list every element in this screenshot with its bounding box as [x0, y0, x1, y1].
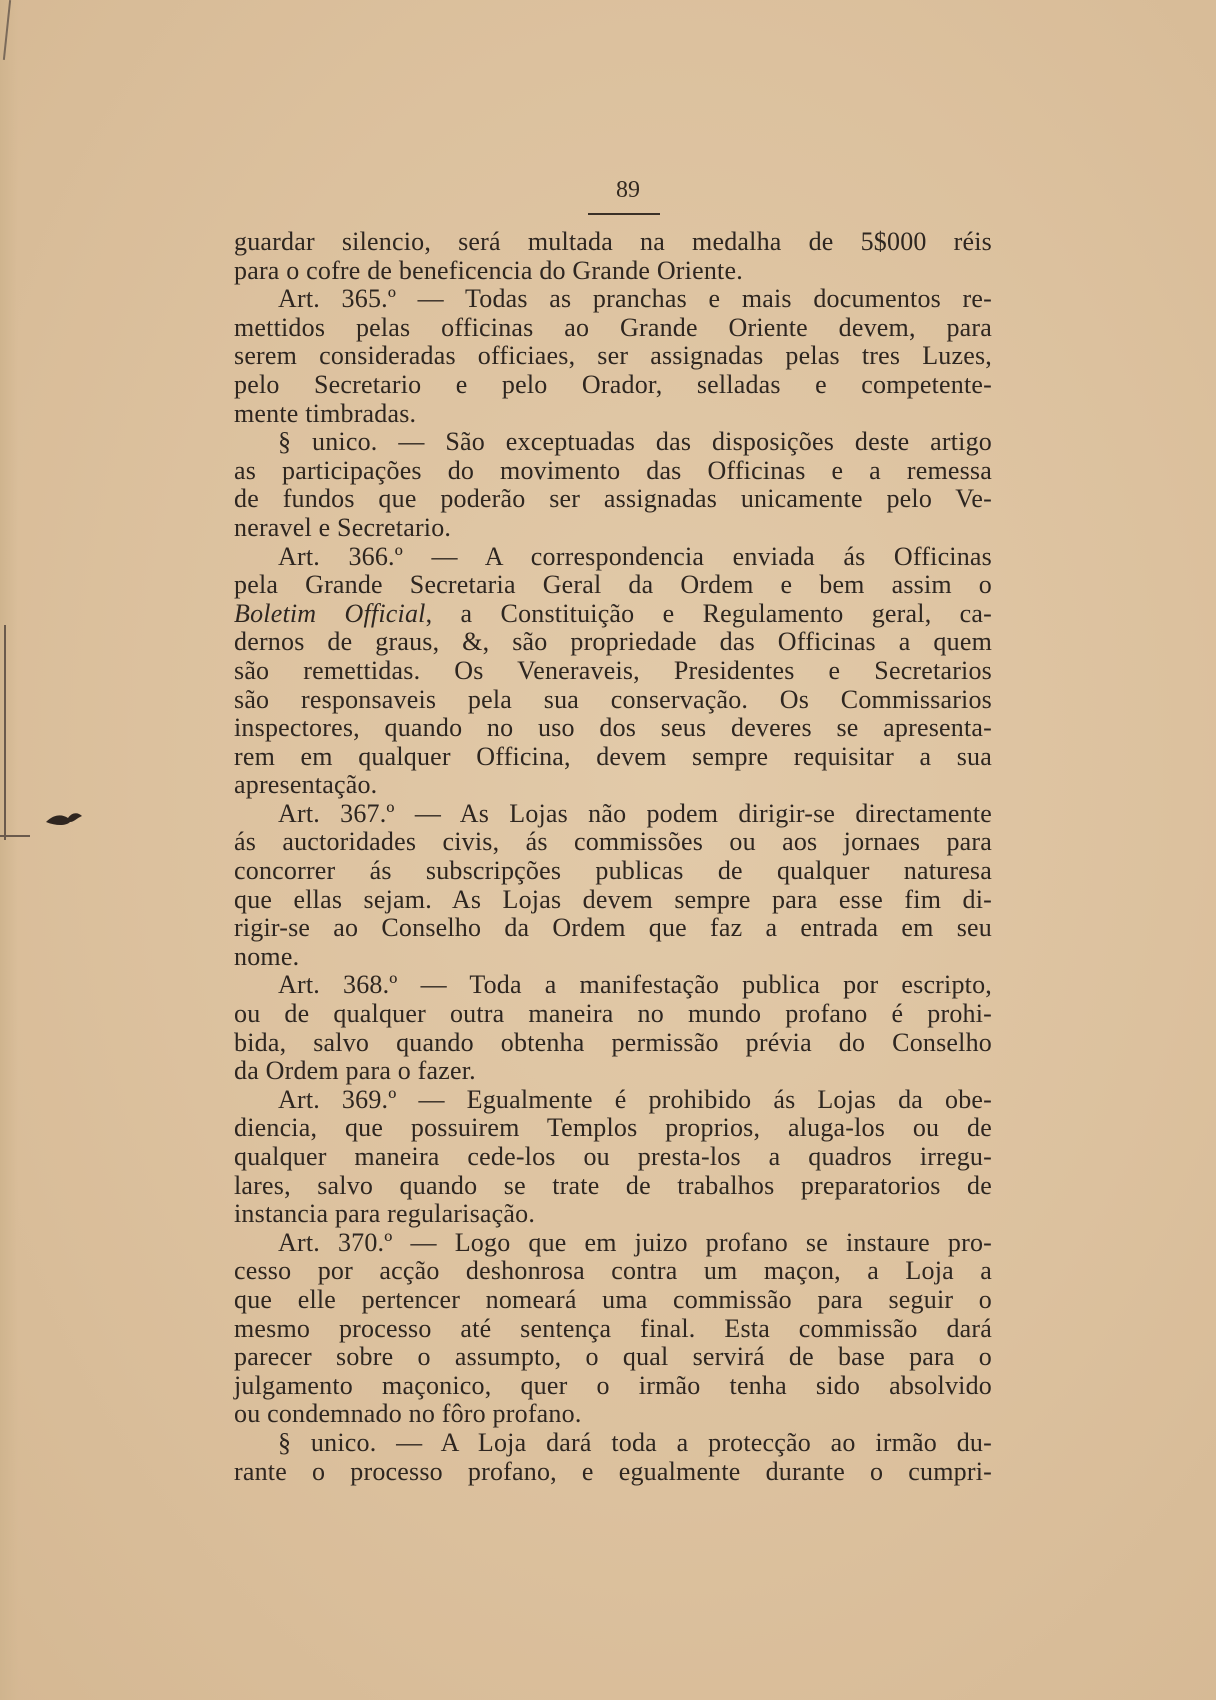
text-line: Art. 365.º — Todas as pranchas e mais documentos re- [278, 284, 992, 314]
text-line: bida, salvo quando obtenha permissão prévia do Conselho [234, 1027, 992, 1057]
text-line: concorrer ás subscripções publicas de qualquer naturesa [234, 856, 992, 886]
text-line: serem consideradas officiaes, ser assignadas pelas tres Luzes, [234, 341, 992, 371]
page-binding-edge [0, 0, 18, 1700]
text-line: § unico. — São exceptuadas das disposições deste artigo [278, 427, 992, 457]
binding-tick [0, 835, 30, 837]
binding-line [4, 625, 6, 840]
text-line: rem em qualquer Officina, devem sempre requisitar a sua [234, 741, 992, 771]
text-line: cesso por acção deshonrosa contra um maçon, a Loja a [234, 1256, 992, 1286]
text-line-segment: , a Constituição e Regulamento geral, ca- [425, 598, 992, 628]
text-line: rante o processo profano, e egualmente durante o cumpri- [234, 1456, 992, 1486]
text-line: as participações do movimento das Officinas e a remessa [234, 455, 992, 485]
text-line: mente timbradas. [234, 398, 417, 428]
text-line: lares, salvo quando se trate de trabalhos preparatorios de [234, 1170, 992, 1200]
text-line: Art. 366.º — A correspondencia enviada ás Officinas [278, 541, 992, 571]
text-line: parecer sobre o assumpto, o qual servirá de base para o [234, 1342, 992, 1372]
text-line: pelo Secretario e pelo Orador, selladas e competente- [234, 369, 992, 399]
text-line: são remettidas. Os Veneraveis, Presidentes e Secretarios [234, 655, 992, 685]
text-line: ás auctoridades civis, ás commissões ou aos jornaes para [234, 827, 992, 857]
text-line: qualquer maneira cede-los ou presta-los a quadros irregu- [234, 1142, 992, 1171]
page-number: 89 [616, 177, 640, 203]
text-line: para o cofre de beneficencia do Grande Oriente. [234, 255, 743, 285]
text-line: Art. 367.º — As Lojas não podem dirigir-se directamente [278, 798, 992, 828]
text-line: dernos de graus, &, são propriedade das Officinas a quem [234, 627, 992, 657]
text-line: que elle pertencer nomeará uma commissão para seguir o [234, 1284, 992, 1314]
text-line: pela Grande Secretaria Geral da Ordem e bem assim o [234, 570, 992, 600]
text-line: guardar silencio, será multada na medalha de 5$000 réis [234, 227, 992, 256]
text-line: rigir-se ao Conselho da Ordem que faz a entrada em seu [234, 913, 992, 943]
text-line: de fundos que poderão ser assignadas unicamente pelo Ve- [234, 484, 992, 514]
text-line: julgamento maçonico, quer o irmão tenha sido absolvido [234, 1370, 992, 1400]
text-line: da Ordem para o fazer. [234, 1056, 476, 1086]
body-text [234, 228, 992, 1486]
text-line [234, 600, 992, 629]
text-line: ou de qualquer outra maneira no mundo profano é prohi- [234, 999, 992, 1029]
text-line: mesmo processo até sentença final. Esta commissão dará [234, 1313, 992, 1343]
text-line: inspectores, quando no uso dos seus deveres se apresenta- [234, 713, 992, 743]
text-line: ou condemnado no fôro profano. [234, 1399, 582, 1429]
text-line: instancia para regularisação. [234, 1199, 536, 1229]
text-line: § unico. — A Loja dará toda a protecção ao irmão du- [278, 1427, 992, 1457]
text-line: Art. 369.º — Egualmente é prohibido ás Lojas da obe- [278, 1084, 992, 1114]
text-line: neravel e Secretario. [234, 512, 452, 542]
text-line: são responsaveis pela sua conservação. Os Commissarios [234, 684, 992, 714]
italic-title: Boletim Official [234, 598, 426, 628]
text-line: que ellas sejam. As Lojas devem sempre para esse fim di- [234, 884, 992, 914]
text-line: Art. 370.º — Logo que em juizo profano se instaure pro- [278, 1227, 992, 1257]
text-line: mettidos pelas officinas ao Grande Oriente devem, para [234, 312, 992, 342]
page-number-rule [588, 213, 660, 215]
text-line: nome. [234, 941, 300, 971]
ink-ornament-icon [44, 808, 84, 830]
text-line: diencia, que possuirem Templos proprios, aluga-los ou de [234, 1113, 992, 1143]
text-line: apresentação. [234, 770, 378, 800]
text-line: Art. 368.º — Toda a manifestação publica por escripto, [278, 970, 992, 1000]
